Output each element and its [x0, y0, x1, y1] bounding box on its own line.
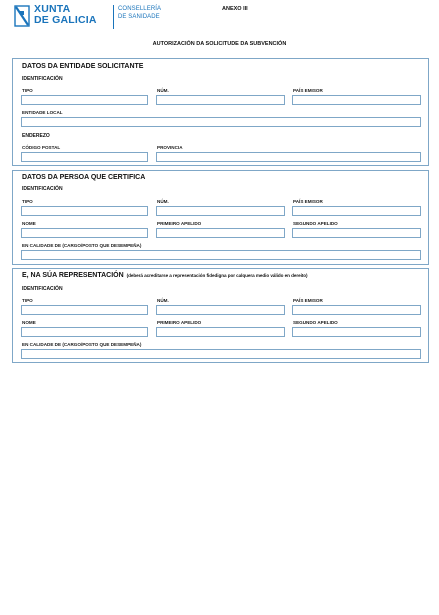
tipo-field[interactable] — [21, 95, 148, 105]
province-label: PROVINCIA — [157, 145, 183, 150]
xunta-flag-icon — [14, 5, 30, 27]
tipo-field[interactable] — [21, 305, 148, 315]
num-label: NÚM. — [157, 298, 169, 303]
second-surname-field[interactable] — [292, 228, 421, 238]
first-surname-field[interactable] — [156, 327, 285, 337]
tipo-label: TIPO — [22, 199, 33, 204]
tipo-field[interactable] — [21, 206, 148, 216]
num-field[interactable] — [156, 95, 285, 105]
pais-emisor-field[interactable] — [292, 305, 421, 315]
identification-heading: IDENTIFICACIÓN — [22, 76, 63, 82]
pais-emisor-field[interactable] — [292, 206, 421, 216]
annex-label: ANEXO III — [222, 6, 248, 12]
second-surname-label: SEGUNDO APELIDO — [293, 320, 338, 325]
section-title: DATOS DA PERSOA QUE CERTIFICA — [22, 174, 146, 181]
nome-field[interactable] — [21, 327, 148, 337]
entidade-local-label: ENTIDADE LOCAL — [22, 110, 63, 115]
document-title: AUTORIZACIÓN DA SOLICITUDE DA SUBVENCIÓN — [152, 41, 287, 47]
first-surname-field[interactable] — [156, 228, 285, 238]
position-field[interactable] — [21, 349, 421, 359]
first-surname-label: PRIMEIRO APELIDO — [157, 221, 202, 226]
entidade-local-field[interactable] — [21, 117, 421, 127]
num-field[interactable] — [156, 305, 285, 315]
province-field[interactable] — [156, 152, 421, 162]
pais-emisor-field[interactable] — [292, 95, 421, 105]
nome-label: NOME — [22, 320, 36, 325]
position-field[interactable] — [21, 250, 421, 260]
section-title — [22, 272, 308, 279]
postal-code-field[interactable] — [21, 152, 148, 162]
identification-heading: IDENTIFICACIÓN — [22, 286, 63, 292]
first-surname-label: PRIMEIRO APELIDO — [157, 320, 202, 325]
num-label: NÚM. — [157, 199, 169, 204]
section-applicant-entity — [12, 58, 429, 166]
num-label: NÚM. — [157, 88, 169, 93]
logo-line-2: DE GALICIA — [34, 14, 97, 26]
representation-note: (deberá acreditarse a representación fidedigna por calquera medio válido en dereito) — [126, 273, 308, 278]
logo-text — [34, 4, 97, 26]
pais-emisor-label: PAÍS EMISOR — [293, 298, 323, 303]
logo-line-1: XUNTA — [34, 3, 71, 15]
position-label: EN CALIDADE DE (CARGO/POSTO QUE DESEMPEÑA) — [22, 243, 142, 248]
pais-emisor-label: PAÍS EMISOR — [293, 88, 323, 93]
section-title: DATOS DA ENTIDADE SOLICITANTE — [22, 63, 144, 70]
logo-divider — [113, 5, 114, 29]
section-title-text: E, NA SÚA REPRESENTACIÓN — [22, 272, 124, 279]
second-surname-label: SEGUNDO APELIDO — [293, 221, 338, 226]
second-surname-field[interactable] — [292, 327, 421, 337]
postal-code-label: CÓDIGO POSTAL — [22, 145, 61, 150]
nome-label: NOME — [22, 221, 36, 226]
tipo-label: TIPO — [22, 88, 33, 93]
position-label: EN CALIDADE DE (CARGO/POSTO QUE DESEMPEÑA) — [22, 342, 142, 347]
department-name — [118, 6, 161, 21]
nome-field[interactable] — [21, 228, 148, 238]
dept-line-2: DE SANIDADE — [118, 13, 160, 20]
num-field[interactable] — [156, 206, 285, 216]
document-header — [0, 0, 439, 40]
section-representation — [12, 268, 429, 363]
tipo-label: TIPO — [22, 298, 33, 303]
address-heading: ENDEREZO — [22, 133, 50, 139]
xunta-logo — [14, 3, 162, 30]
dept-line-1: CONSELLERÍA — [118, 6, 162, 12]
pais-emisor-label: PAÍS EMISOR — [293, 199, 323, 204]
section-certifying-person — [12, 170, 429, 265]
identification-heading: IDENTIFICACIÓN — [22, 186, 63, 192]
